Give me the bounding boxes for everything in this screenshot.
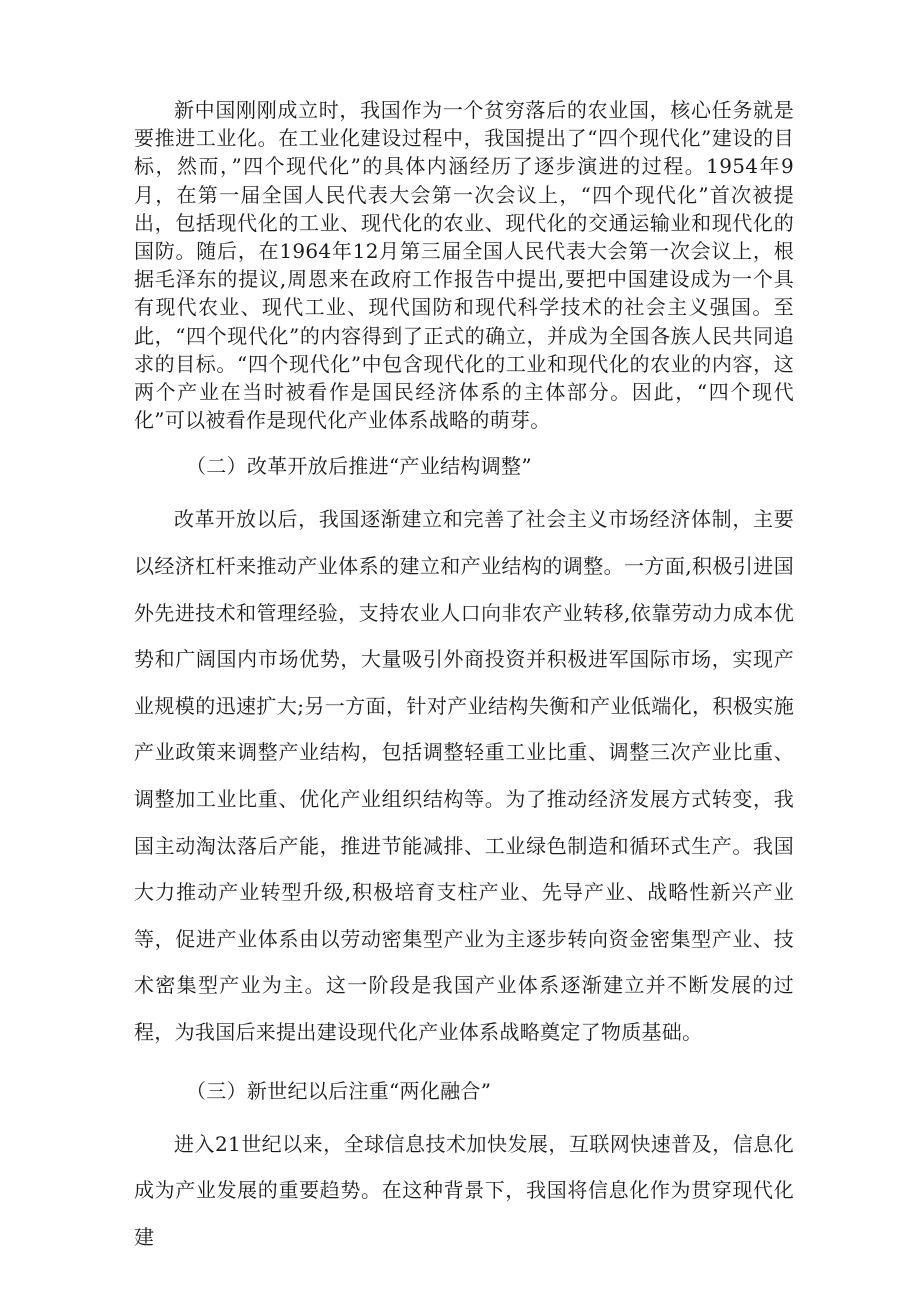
body-paragraph-2: 改革开放以后，我国逐渐建立和完善了社会主义市场经济体制，主要以经济杠杆来推动产业体系的建立和产业结构的调整。一方面,积极引进国外先进技术和管理经验，支持农业人口向非农产业转移,依靠劳动力成本优势和广阔国内市场优势，大量吸引外商投资并积极进军国际市场，实现产业规模的迅速扩大;另一方面，针对产业结构失衡和产业低端化，积极实施产业政策来调整产业结构，包括调整轻重工业比重、调整三次产业比重、调整加工业比重、优化产业组织结构等。为了推动经济发展方式转变，我国主动淘汰落后产能，推进节能减排、工业绿色制造和循环式生产。我国大力推动产业转型升级,积极培育支柱产业、先导产业、战略性新兴产业等，促进产业体系由以劳动密集型产业为主逐步转向资金密集型产业、技术密集型产业为主。这一阶段是我国产业体系逐渐建立并不断发展的过程，为我国后来提出建设现代化产业体系战略奠定了物质基础。 bbox=[134, 507, 794, 1044]
section-heading-3: （三）新世纪以后注重“两化融合” bbox=[186, 1078, 492, 1103]
section-heading-2: （二）改革开放后推进“产业结构调整” bbox=[186, 454, 532, 479]
document-page bbox=[134, 96, 794, 1260]
body-paragraph-1: 新中国刚刚成立时，我国作为一个贫穷落后的农业国，核心任务就是要推进工业化。在工业化建设过程中，我国提出了“四个现代化”建设的目标，然而，”四个现代化”的具体内涵经历了逐步演进的过程。1954年9月，在第一届全国人民代表大会第一次会议上，“四个现代化”首次被提出，包括现代化的工业、现代化的农业、现代化的交通运输业和现代化的国防。随后，在1964年12月第三届全国人民代表大会第一次会议上，根据毛泽东的提议,周恩来在政府工作报告中提出,要把中国建设成为一个具有现代农业、现代工业、现代国防和现代科学技术的社会主义强国。至此，“四个现代化”的内容得到了正式的确立，并成为全国各族人民共同追求的目标。“四个现代化”中包含现代化的工业和现代化的农业的内容，这两个产业在当时被看作是国民经济体系的主体部分。因此，“四个现代化”可以被看作是现代化产业体系战略的萌芽。 bbox=[134, 98, 794, 433]
body-paragraph-3: 进入21世纪以来，全球信息技术加快发展，互联网快速普及，信息化成为产业发展的重要趋势。在这种背景下，我国将信息化作为贯穿现代化建 bbox=[134, 1131, 794, 1249]
